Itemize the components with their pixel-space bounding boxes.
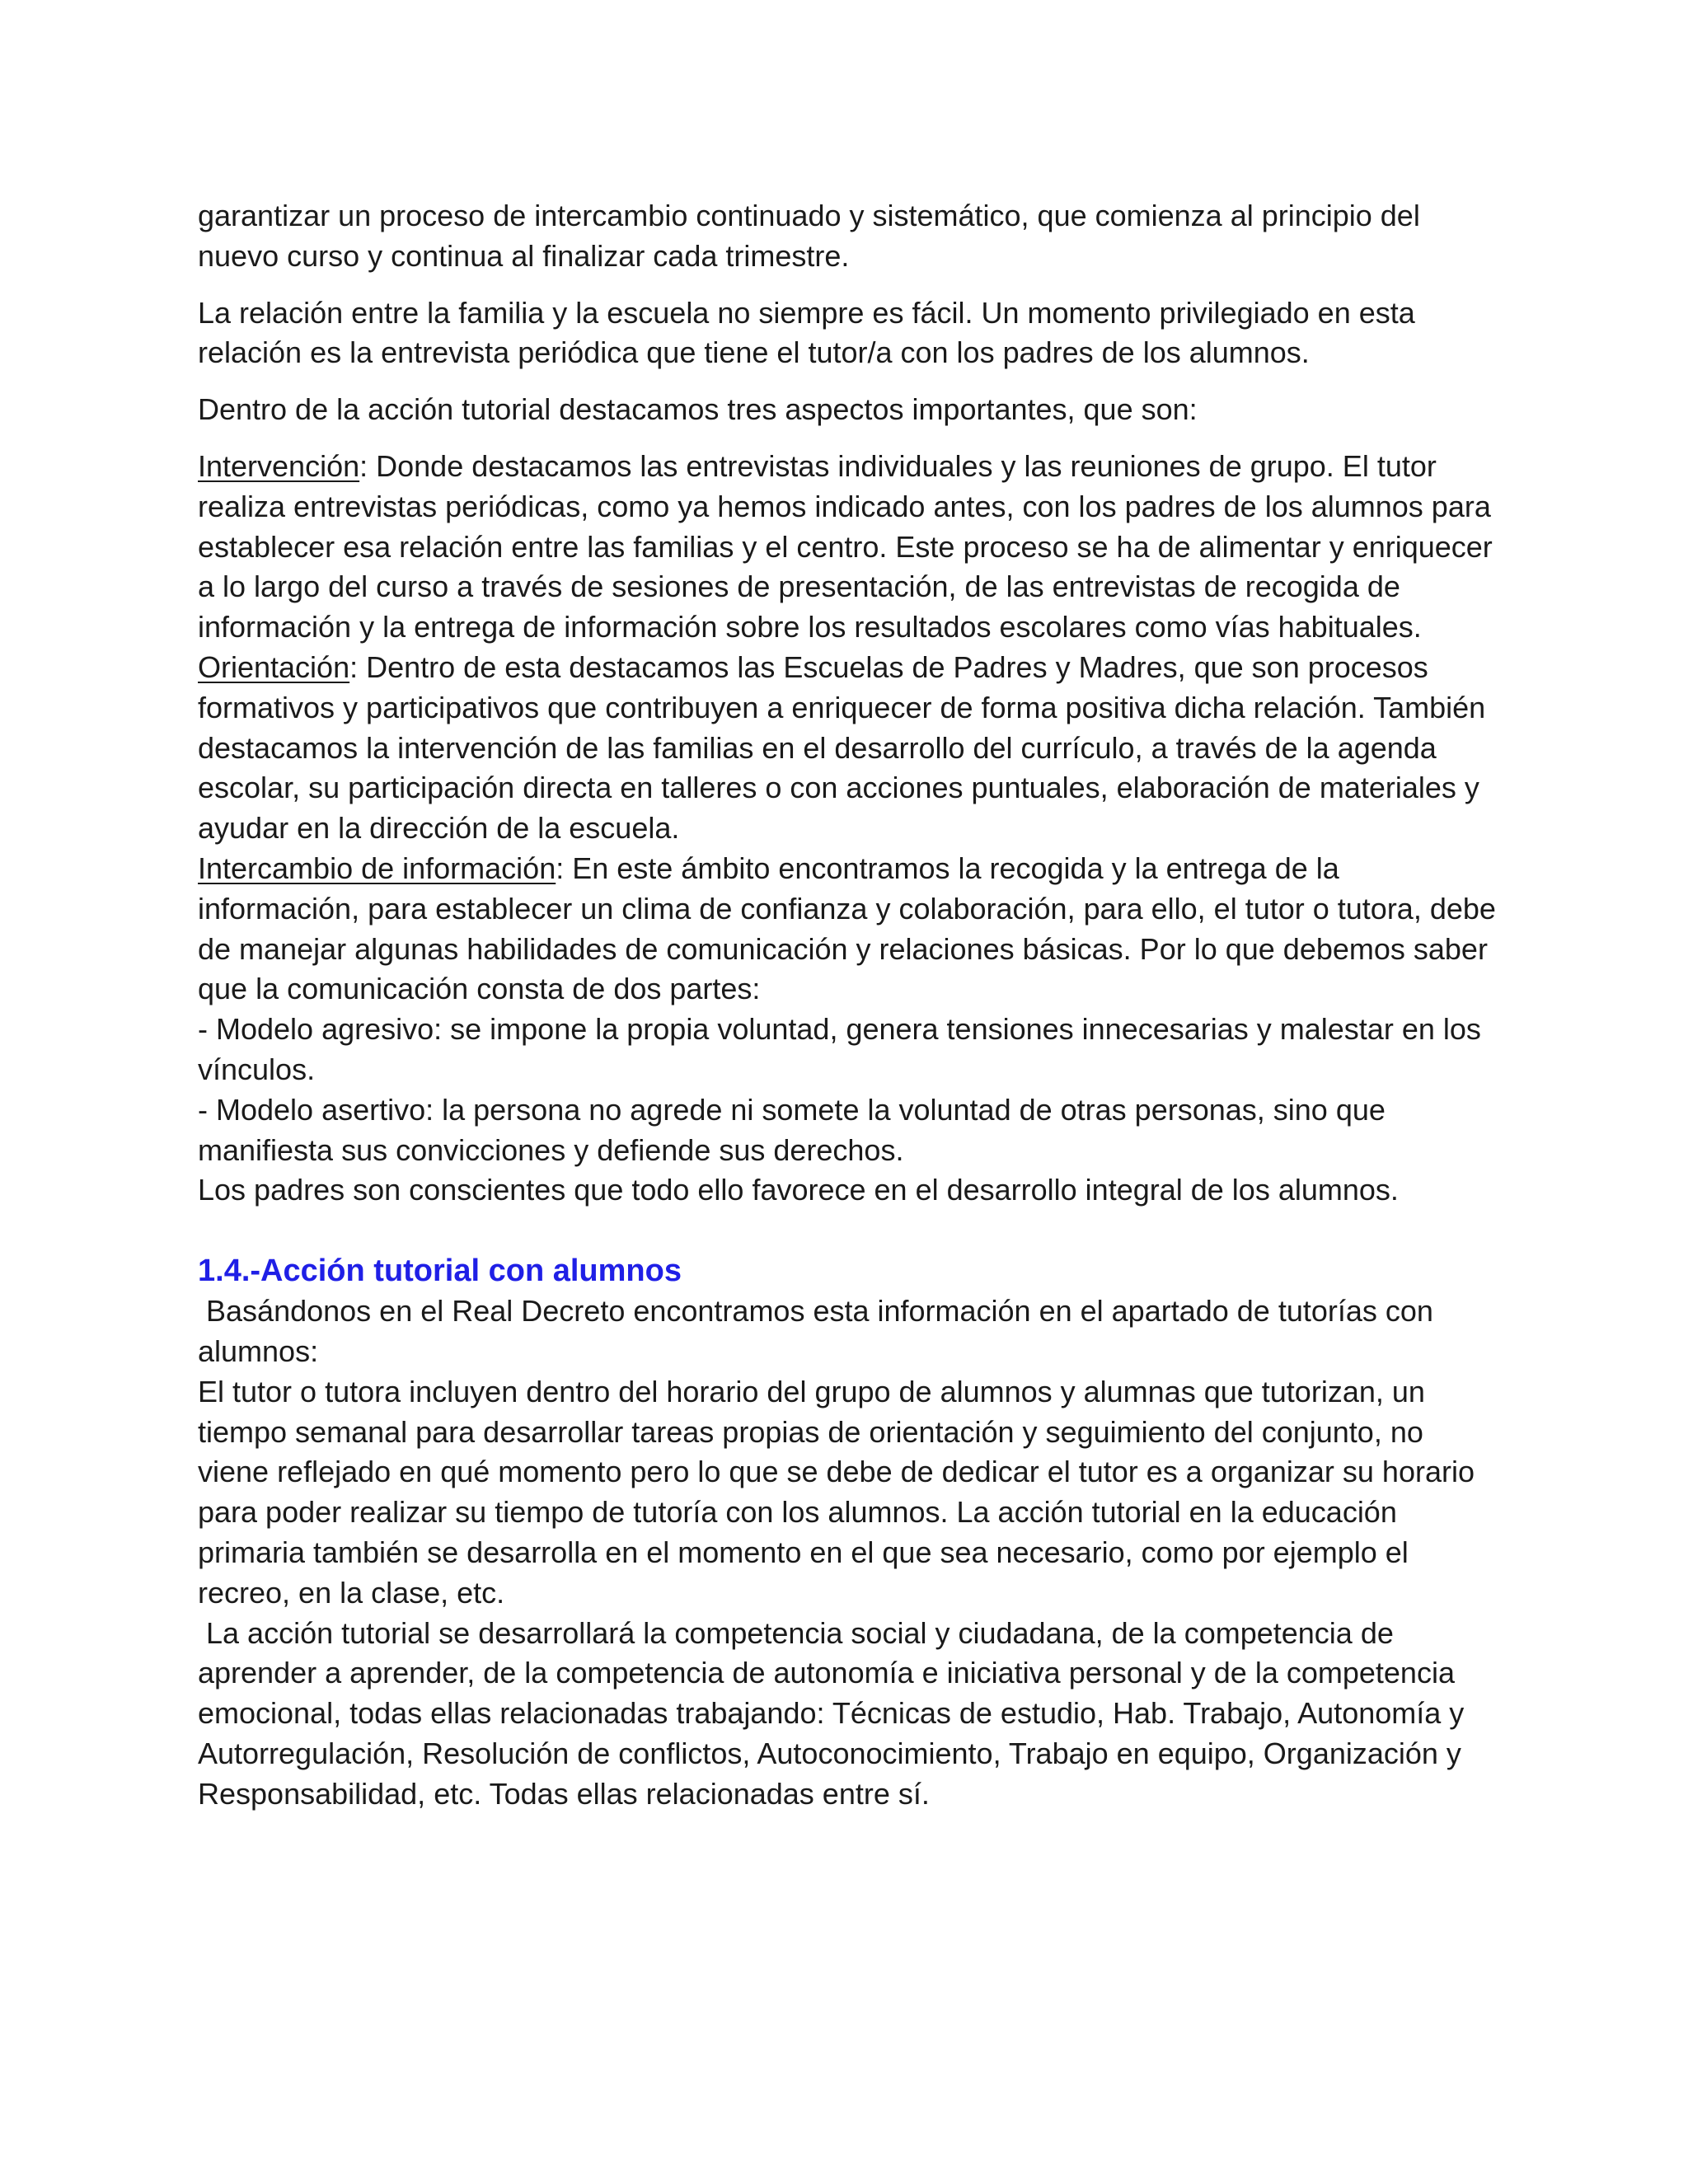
aspect-orientacion-text: : Dentro de esta destacamos las Escuelas de Padres y Madres, que son procesos formativos y participativos que contribuyen a enriquecer de forma positiva dicha relación. También destacamos la intervención de las familias en el desarrollo del currículo, a través de la agenda escolar, su participación directa en talleres o con acciones puntuales, elaboración de materiales y ayudar en la dirección de la escuela.	[198, 649, 1486, 846]
aspect-intercambio-text: : En este ámbito encontramos la recogida y la entrega de la información, para establecer un clima de confianza y colaboración, para ello, el tutor o tutora, debe de manejar algunas habilidades de comunicación y relaciones básicas. Por lo que debemos saber que la comunicación consta de dos partes:	[198, 851, 1496, 1006]
aspect-orientacion-term: Orientación	[198, 649, 350, 684]
document-page	[198, 196, 1500, 1814]
paragraph-competencias: La acción tutorial se desarrollará la competencia social y ciudadana, de la competencia de aprender a aprender, de la competencia de autonomía e iniciativa personal y de la competencia emocional, todas ellas relacionadas trabajando: Técnicas de estudio, Hab. Trabajo, Autonomía y Autorregulación, Resolución de conflictos, Autoconocimiento, Trabajo en equipo, Organización y Responsabilidad, etc. Todas ellas relacionadas entre sí.	[198, 1615, 1471, 1811]
aspect-intercambio	[198, 849, 1500, 1010]
paragraph-tutor-horario: El tutor o tutora incluyen dentro del horario del grupo de alumnos y alumnas que tutorizan, un tiempo semanal para desarrollar tareas propias de orientación y seguimiento del conjunto, no viene reflejado en qué momento pero lo que se debe de dedicar el tutor es a organizar su horario para poder realizar su tiempo de tutoría con los alumnos. La acción tutorial en la educación primaria también se desarrolla en el momento en el que sea necesario, como por ejemplo el recreo, en la clase, etc.	[198, 1374, 1475, 1610]
paragraph-relacion-familia-escuela: La relación entre la familia y la escuela no siempre es fácil. Un momento privilegiado en esta relación es la entrevista periódica que tiene el tutor/a con los padres de los alumnos.	[198, 295, 1415, 370]
aspect-orientacion	[198, 648, 1500, 849]
paragraph-tres-aspectos: Dentro de la acción tutorial destacamos tres aspectos importantes, que son:	[198, 392, 1198, 427]
aspect-intercambio-term: Intercambio de información	[198, 851, 556, 885]
paragraph-intercambio-continuado: garantizar un proceso de intercambio continuado y sistemático, que comienza al principio del nuevo curso y continua al finalizar cada trimestre.	[198, 199, 1420, 273]
section-heading: 1.4.-Acción tutorial con alumnos	[198, 1254, 682, 1289]
paragraph-conclusion-padres: Los padres son conscientes que todo ello favorece en el desarrollo integral de los alumnos.	[198, 1173, 1399, 1207]
modelo-agresivo-item: - Modelo agresivo: se impone la propia voluntad, genera tensiones innecesarias y malestar en los vínculos.	[198, 1012, 1481, 1086]
aspect-intervencion-term: Intervención	[198, 448, 360, 483]
paragraph-real-decreto: Basándonos en el Real Decreto encontramos esta información en el apartado de tutorías con alumnos:	[198, 1294, 1442, 1368]
modelo-asertivo-item: - Modelo asertivo: la persona no agrede ni somete la voluntad de otras personas, sino que manifiesta sus convicciones y defiende sus derechos.	[198, 1092, 1386, 1167]
aspect-intervencion	[198, 447, 1500, 648]
aspect-intervencion-text: : Donde destacamos las entrevistas individuales y las reuniones de grupo. El tutor realiza entrevistas periódicas, como ya hemos indicado antes, con los padres de los alumnos para establecer esa relación entre las familias y el centro. Este proceso se ha de alimentar y enriquecer a lo largo del curso a través de sesiones de presentación, de las entrevistas de recogida de información y la entrega de información sobre los resultados escolares como vías habituales.	[198, 448, 1493, 644]
